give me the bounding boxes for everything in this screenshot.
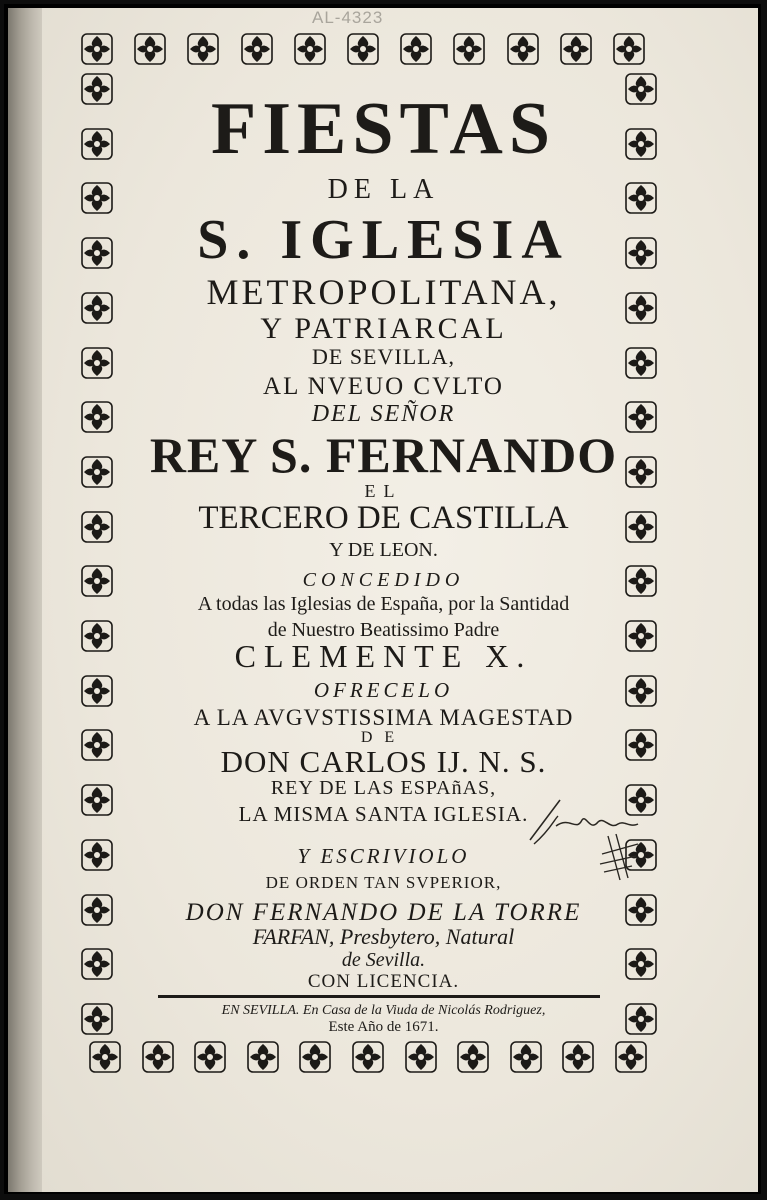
fleuron-ornament-icon bbox=[614, 1040, 648, 1074]
fleuron-ornament-icon bbox=[561, 1040, 595, 1074]
title-s-iglesia: S. IGLESIA bbox=[197, 209, 570, 271]
author-line-1: DE ORDEN TAN SVPERIOR, bbox=[265, 873, 502, 892]
fleuron-ornament-icon bbox=[80, 32, 114, 66]
dedication-line-4: LA MISMA SANTA IGLESIA. bbox=[238, 802, 529, 826]
title-rey-fernando: REY S. FERNANDO bbox=[149, 427, 618, 483]
fleuron-ornament-icon bbox=[351, 1040, 385, 1074]
imprint-line-1: EN SEVILLA. En Casa de la Viuda de Nicolás Rodriguez, bbox=[221, 1003, 546, 1018]
fleuron-ornament-icon bbox=[298, 1040, 332, 1074]
title-de-sevilla: DE SEVILLA, bbox=[312, 344, 455, 369]
shelfmark: AL-4323 bbox=[312, 8, 384, 27]
fleuron-ornament-icon bbox=[404, 1040, 438, 1074]
author-line-3: FARFAN, Presbytero, Natural bbox=[252, 924, 515, 949]
title-nuevo-culto: AL NVEUO CVLTO bbox=[263, 373, 504, 400]
fleuron-ornament-icon bbox=[293, 32, 327, 66]
concession-line-2: de Nuestro Beatissimo Padre bbox=[267, 619, 500, 641]
fleuron-ornament-icon bbox=[452, 32, 486, 66]
title-y-de-leon: Y DE LEON. bbox=[329, 539, 438, 561]
fleuron-ornament-icon bbox=[88, 1040, 122, 1074]
dedication-de: DE bbox=[360, 729, 407, 746]
fleuron-ornament-icon bbox=[612, 32, 646, 66]
fleuron-ornament-icon bbox=[193, 1040, 227, 1074]
title-metropolitana: METROPOLITANA, bbox=[206, 272, 561, 312]
title-del-senor: DEL SEÑOR bbox=[311, 401, 456, 427]
ornament-border-bottom bbox=[88, 1040, 648, 1074]
fleuron-ornament-icon bbox=[133, 32, 167, 66]
pope-name: CLEMENTE X. bbox=[234, 638, 533, 674]
title-el: EL bbox=[364, 481, 403, 501]
author-name: DON FERNANDO DE LA TORRE bbox=[185, 899, 582, 926]
fleuron-ornament-icon bbox=[509, 1040, 543, 1074]
fleuron-ornament-icon bbox=[141, 1040, 175, 1074]
license: CON LICENCIA. bbox=[307, 971, 460, 992]
fleuron-ornament-icon bbox=[399, 32, 433, 66]
fleuron-ornament-icon bbox=[506, 32, 540, 66]
title-tercero: TERCERO DE CASTILLA bbox=[198, 500, 569, 536]
dedication-line-1: A LA AVGVSTISSIMA MAGESTAD bbox=[193, 705, 574, 730]
ornament-border-top bbox=[80, 32, 646, 66]
concedido-label: CONCEDIDO bbox=[302, 569, 465, 591]
king-name: DON CARLOS IJ. N. S. bbox=[220, 744, 547, 779]
fleuron-ornament-icon bbox=[186, 32, 220, 66]
imprint-line-2: Este Año de 1671. bbox=[328, 1019, 439, 1035]
fleuron-ornament-icon bbox=[559, 32, 593, 66]
concession-line-1: A todas las Iglesias de España, por la Santidad bbox=[197, 593, 570, 615]
title-fiestas: FIESTAS bbox=[211, 88, 556, 170]
fleuron-ornament-icon bbox=[346, 32, 380, 66]
fleuron-ornament-icon bbox=[240, 32, 274, 66]
ofrecelo-label: OFRECELO bbox=[313, 678, 454, 702]
fleuron-ornament-icon bbox=[456, 1040, 490, 1074]
title-patriarcal: Y PATRIARCAL bbox=[260, 312, 507, 345]
author-line-4: de Sevilla. bbox=[341, 949, 426, 971]
imprint-rule bbox=[158, 995, 600, 998]
escriviolo-label: Y ESCRIVIOLO bbox=[297, 844, 470, 868]
dedication-line-3: REY DE LAS ESPAñAS, bbox=[270, 777, 497, 799]
title-de-la: DE LA bbox=[327, 174, 440, 205]
fleuron-ornament-icon bbox=[246, 1040, 280, 1074]
